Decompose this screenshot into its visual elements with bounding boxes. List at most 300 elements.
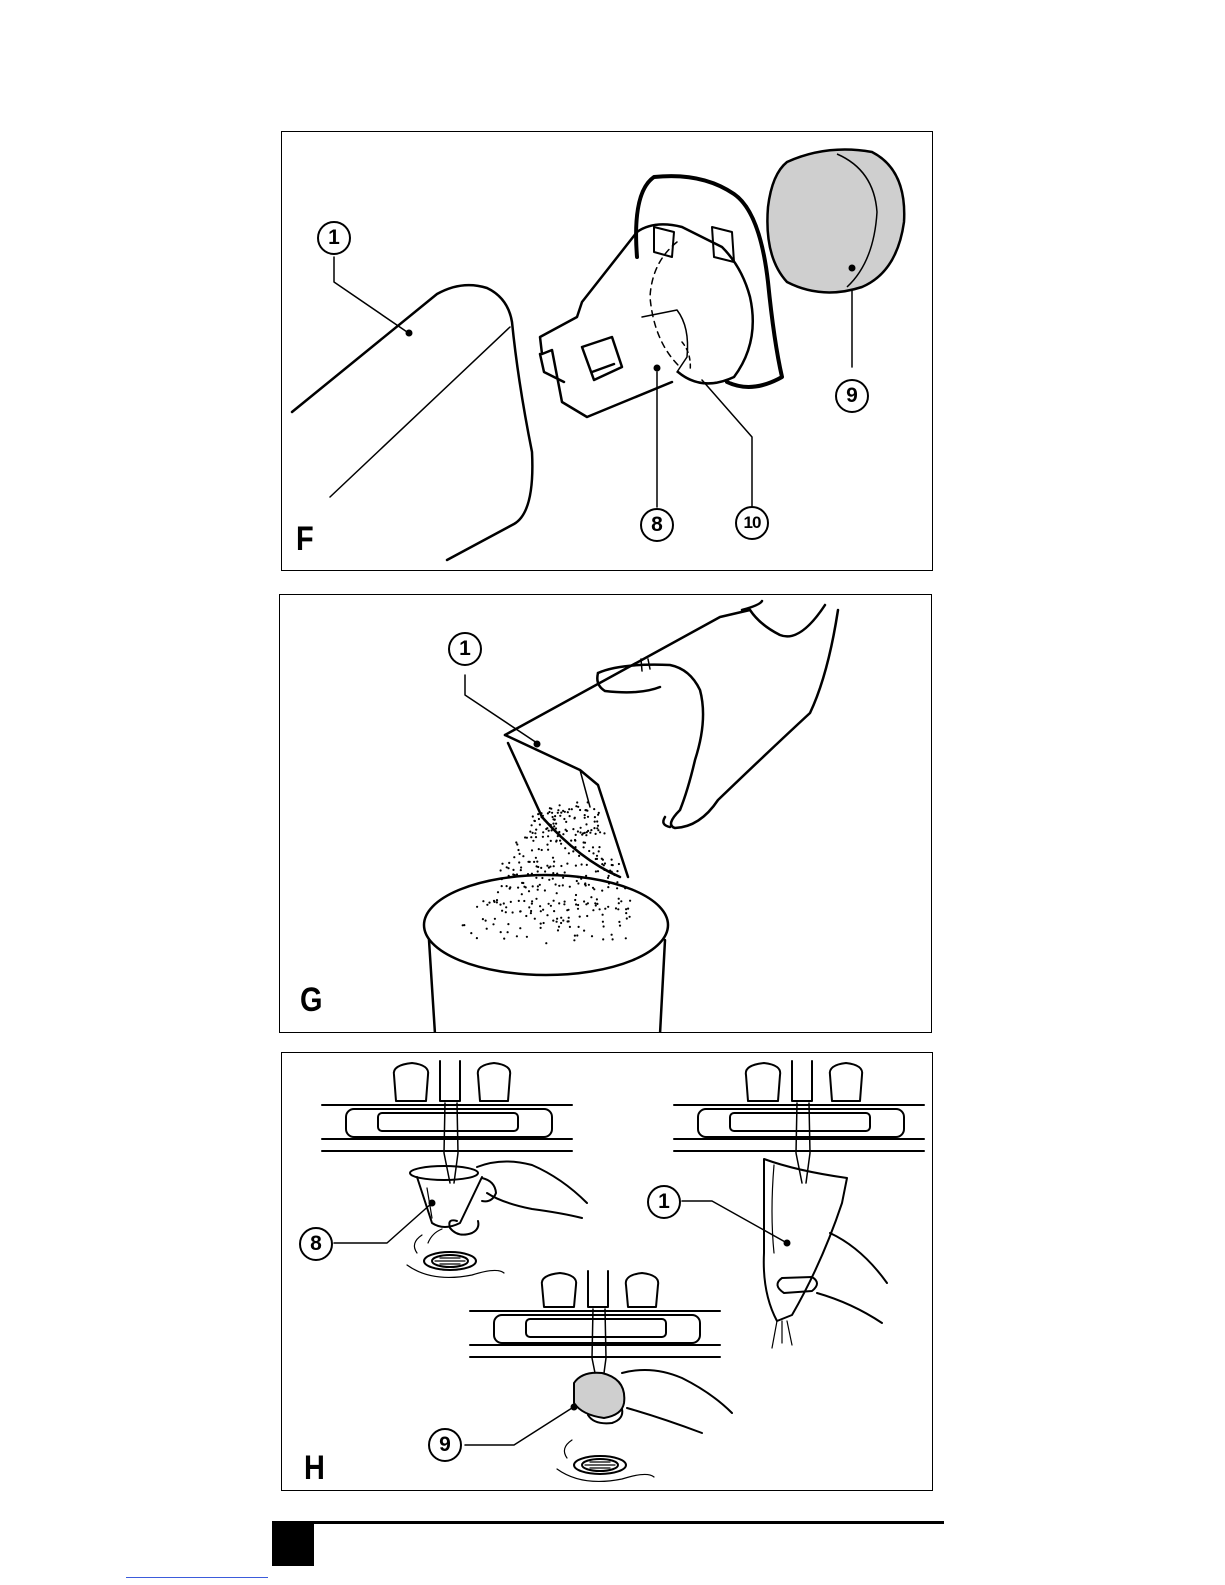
debris-particle (564, 871, 566, 873)
debris-particle (592, 887, 594, 889)
debris-particle (603, 869, 605, 871)
debris-particle (542, 831, 544, 833)
debris-particle (596, 858, 598, 860)
debris-particle (532, 840, 534, 842)
debris-particle (599, 831, 601, 833)
debris-particle (603, 864, 605, 866)
debris-particle (596, 820, 598, 822)
figure-h-illustration (282, 1053, 933, 1491)
debris-particle (505, 906, 507, 908)
debris-particle (553, 910, 555, 912)
debris-particle (590, 896, 592, 898)
debris-particle (593, 827, 595, 829)
debris-particle (540, 910, 542, 912)
debris-particle (596, 855, 598, 857)
debris-particle (578, 855, 580, 857)
debris-particle (542, 909, 544, 911)
debris-particle (577, 876, 579, 878)
debris-particle (518, 861, 520, 863)
debris-particle (552, 878, 554, 880)
debris-particle (592, 909, 594, 911)
debris-particle (618, 902, 620, 904)
debris-particle (516, 873, 518, 875)
debris-particle (611, 859, 613, 861)
debris-particle (496, 899, 498, 901)
solid-square-icon (272, 1524, 314, 1566)
debris-particle (583, 846, 585, 848)
debris-particle (578, 926, 580, 928)
debris-particle (496, 901, 498, 903)
debris-particle (607, 877, 609, 879)
debris-particle (581, 863, 583, 865)
debris-particle (616, 881, 618, 883)
debris-particle (531, 903, 533, 905)
debris-particle (627, 908, 629, 910)
debris-particle (602, 938, 604, 940)
debris-particle (520, 866, 522, 868)
debris-particle (559, 815, 561, 817)
debris-particle (516, 935, 518, 937)
debris-particle (618, 863, 620, 865)
debris-particle (577, 908, 579, 910)
debris-particle (557, 812, 559, 814)
debris-particle (592, 846, 594, 848)
debris-particle (576, 801, 578, 803)
debris-particle (539, 905, 541, 907)
debris-particle (574, 935, 576, 937)
debris-particle (548, 879, 550, 881)
debris-particle (553, 825, 555, 827)
debris-particle (528, 906, 530, 908)
debris-particle (540, 867, 542, 869)
debris-particle (584, 882, 586, 884)
debris-particle (611, 872, 613, 874)
debris-particle (585, 809, 587, 811)
debris-particle (501, 885, 503, 887)
debris-particle (612, 938, 614, 940)
debris-particle (541, 877, 543, 879)
debris-particle (601, 890, 603, 892)
debris-particle (563, 903, 565, 905)
debris-particle (507, 931, 509, 933)
debris-particle (558, 834, 560, 836)
debris-particle (557, 809, 559, 811)
debris-particle (533, 820, 535, 822)
debris-particle (544, 819, 546, 821)
figure-h-callout-8: 8 (299, 1227, 333, 1261)
debris-particle (537, 889, 539, 891)
debris-particle (589, 832, 591, 834)
debris-particle (611, 934, 613, 936)
debris-particle (575, 903, 577, 905)
debris-particle (594, 816, 596, 818)
debris-particle (597, 829, 599, 831)
debris-particle (530, 836, 532, 838)
debris-particle (532, 885, 534, 887)
debris-particle (620, 900, 622, 902)
figure-f-callout-1: 1 (317, 221, 351, 255)
debris-particle (588, 850, 590, 852)
debris-particle (624, 887, 626, 889)
debris-particle (586, 864, 588, 866)
debris-particle (597, 825, 599, 827)
debris-particle (556, 921, 558, 923)
debris-particle (559, 840, 561, 842)
debris-particle (569, 926, 571, 928)
debris-particle (518, 900, 520, 902)
debris-particle (503, 938, 505, 940)
debris-particle (557, 835, 559, 837)
debris-particle (493, 901, 495, 903)
debris-particle (583, 900, 585, 902)
debris-particle (584, 817, 586, 819)
debris-particle (550, 840, 552, 842)
debris-particle (607, 886, 609, 888)
debris-particle (562, 833, 564, 835)
debris-particle (532, 832, 534, 834)
debris-particle (574, 817, 576, 819)
debris-particle (547, 849, 549, 851)
debris-particle (612, 864, 614, 866)
debris-particle (568, 808, 570, 810)
debris-particle (552, 823, 554, 825)
debris-particle (592, 852, 594, 854)
debris-particle (546, 914, 548, 916)
debris-particle (577, 882, 579, 884)
figure-f-callout-9: 9 (835, 379, 869, 413)
debris-particle (625, 912, 627, 914)
debris-particle (596, 903, 598, 905)
debris-particle (519, 853, 521, 855)
debris-particle (562, 884, 564, 886)
debris-particle (613, 874, 615, 876)
debris-particle (501, 910, 503, 912)
debris-particle (594, 902, 596, 904)
figure-f-callout-10: 10 (735, 506, 769, 540)
debris-particle (596, 827, 598, 829)
debris-particle (566, 830, 568, 832)
debris-particle (577, 904, 579, 906)
debris-particle (596, 898, 598, 900)
debris-particle (517, 887, 519, 889)
debris-particle (604, 862, 606, 864)
debris-particle (556, 892, 558, 894)
debris-particle (526, 936, 528, 938)
debris-particle (601, 858, 603, 860)
debris-particle (607, 906, 609, 908)
debris-particle (569, 886, 571, 888)
debris-particle (497, 891, 499, 893)
figure-g-callout-1: 1 (448, 632, 482, 666)
debris-particle (522, 882, 524, 884)
debris-particle (537, 885, 539, 887)
debris-particle (488, 902, 490, 904)
debris-particle (585, 834, 587, 836)
debris-particle (552, 857, 554, 859)
debris-particle (558, 902, 560, 904)
debris-particle (542, 815, 544, 817)
debris-particle (515, 841, 517, 843)
debris-particle (527, 873, 529, 875)
debris-particle (539, 884, 541, 886)
debris-particle (486, 904, 488, 906)
debris-particle (501, 863, 503, 865)
figure-h-panel (281, 1052, 933, 1491)
debris-particle (595, 904, 597, 906)
debris-particle (565, 821, 567, 823)
figure-f-panel (281, 131, 933, 571)
debris-particle (608, 882, 610, 884)
debris-particle (512, 873, 514, 875)
debris-particle (571, 808, 573, 810)
debris-particle (568, 852, 570, 854)
debris-particle (576, 880, 578, 882)
debris-particle (597, 870, 599, 872)
debris-particle (544, 889, 546, 891)
debris-particle (476, 937, 478, 939)
debris-particle (533, 861, 535, 863)
debris-particle (507, 923, 509, 925)
debris-particle (602, 914, 604, 916)
debris-particle (557, 929, 559, 931)
debris-particle (553, 865, 555, 867)
debris-particle (534, 832, 536, 834)
debris-particle (555, 883, 557, 885)
debris-particle (548, 830, 550, 832)
debris-particle (500, 869, 502, 871)
debris-particle (508, 862, 510, 864)
figure-g-panel (279, 594, 932, 1033)
debris-particle (535, 857, 537, 859)
debris-particle (537, 870, 539, 872)
debris-particle (590, 829, 592, 831)
debris-particle (531, 824, 533, 826)
debris-particle (538, 848, 540, 850)
debris-particle (540, 812, 542, 814)
debris-particle (501, 878, 503, 880)
debris-particle (602, 921, 604, 923)
debris-particle (519, 910, 521, 912)
debris-particle (525, 915, 527, 917)
debris-particle (531, 849, 533, 851)
debris-particle (476, 906, 478, 908)
debris-particle (550, 824, 552, 826)
debris-particle (545, 942, 547, 944)
debris-particle (564, 847, 566, 849)
debris-particle (572, 850, 574, 852)
debris-particle (555, 823, 557, 825)
debris-particle (537, 813, 539, 815)
debris-particle (575, 865, 577, 867)
debris-particle (609, 870, 611, 872)
debris-particle (576, 934, 578, 936)
debris-particle (586, 915, 588, 917)
debris-particle (548, 811, 550, 813)
debris-particle (567, 811, 569, 813)
debris-particle (486, 928, 488, 930)
debris-particle (482, 900, 484, 902)
debris-particle (540, 923, 542, 925)
debris-particle (556, 918, 558, 920)
debris-particle (492, 923, 494, 925)
debris-particle (629, 916, 631, 918)
debris-particle (560, 917, 562, 919)
debris-particle (626, 917, 628, 919)
debris-particle (499, 904, 501, 906)
debris-particle (551, 812, 553, 814)
debris-particle (560, 865, 562, 867)
debris-particle (567, 920, 569, 922)
debris-particle (506, 885, 508, 887)
debris-particle (513, 856, 515, 858)
debris-particle (579, 809, 581, 811)
debris-particle (616, 870, 618, 872)
debris-particle (575, 834, 577, 836)
debris-particle (512, 869, 514, 871)
debris-particle (608, 875, 610, 877)
debris-particle (563, 818, 565, 820)
debris-particle (579, 831, 581, 833)
figure-g-letter: G (300, 981, 323, 1019)
debris-particle (587, 801, 589, 803)
debris-particle (625, 908, 627, 910)
debris-particle (555, 827, 557, 829)
debris-particle (566, 909, 568, 911)
debris-particle (564, 901, 566, 903)
debris-particle (508, 875, 510, 877)
debris-particle (541, 849, 543, 851)
debris-particle (510, 901, 512, 903)
debris-particle (558, 885, 560, 887)
debris-particle (523, 886, 525, 888)
debris-particle (470, 932, 472, 934)
debris-particle (574, 840, 576, 842)
debris-particle (560, 922, 562, 924)
figure-g-illustration (280, 595, 932, 1033)
debris-particle (523, 900, 525, 902)
debris-particle (598, 846, 600, 848)
debris-particle (516, 843, 518, 845)
debris-particle (556, 873, 558, 875)
debris-particle (519, 927, 521, 929)
debris-particle (545, 828, 547, 830)
debris-particle (616, 887, 618, 889)
figure-f-illustration (282, 132, 933, 571)
debris-particle (542, 836, 544, 838)
debris-particle (585, 823, 587, 825)
debris-particle (625, 937, 627, 939)
debris-particle (566, 863, 568, 865)
debris-particle (528, 890, 530, 892)
link-underline[interactable] (126, 1577, 268, 1578)
debris-particle (593, 808, 595, 810)
debris-particle (562, 874, 564, 876)
debris-particle (615, 907, 617, 909)
debris-particle (550, 905, 552, 907)
debris-particle (587, 902, 589, 904)
debris-particle (555, 840, 557, 842)
debris-particle (569, 815, 571, 817)
debris-particle (585, 875, 587, 877)
debris-particle (584, 814, 586, 816)
debris-particle (512, 911, 514, 913)
debris-particle (619, 925, 621, 927)
debris-particle (546, 844, 548, 846)
debris-particle (595, 870, 597, 872)
debris-particle (547, 835, 549, 837)
debris-particle (521, 893, 523, 895)
debris-particle (598, 812, 600, 814)
debris-particle (538, 818, 540, 820)
debris-particle (570, 840, 572, 842)
debris-particle (536, 865, 538, 867)
debris-particle (529, 861, 531, 863)
debris-particle (618, 921, 620, 923)
figure-f-callout-8: 8 (640, 508, 674, 542)
debris-particle (604, 908, 606, 910)
debris-particle (603, 925, 605, 927)
debris-particle (530, 910, 532, 912)
debris-particle (618, 898, 620, 900)
debris-particle (517, 849, 519, 851)
debris-particle (594, 821, 596, 823)
figure-f-letter: F (296, 520, 314, 558)
debris-particle (530, 912, 532, 914)
debris-particle (587, 816, 589, 818)
debris-particle (558, 926, 560, 928)
debris-particle (617, 908, 619, 910)
debris-particle (574, 899, 576, 901)
debris-particle (553, 900, 555, 902)
debris-particle (591, 935, 593, 937)
debris-particle (558, 831, 560, 833)
debris-particle (539, 824, 541, 826)
debris-particle (535, 877, 537, 879)
debris-particle (520, 869, 522, 871)
debris-particle (560, 812, 562, 814)
debris-particle (535, 898, 537, 900)
figure-h-letter: H (304, 1449, 325, 1487)
debris-particle (583, 841, 585, 843)
debris-particle (595, 833, 597, 835)
debris-particle (536, 861, 538, 863)
debris-particle (599, 908, 601, 910)
debris-particle (577, 806, 579, 808)
debris-particle (579, 916, 581, 918)
debris-particle (562, 919, 564, 921)
debris-particle (588, 884, 590, 886)
debris-particle (535, 836, 537, 838)
figure-h-callout-9: 9 (428, 1428, 462, 1462)
debris-particle (500, 931, 502, 933)
debris-particle (534, 918, 536, 920)
debris-particle (584, 832, 586, 834)
debris-particle (543, 922, 545, 924)
debris-particle (629, 900, 631, 902)
debris-particle (546, 865, 548, 867)
debris-particle (548, 903, 550, 905)
debris-particle (531, 873, 533, 875)
footer-rule (272, 1521, 944, 1524)
debris-particle (564, 811, 566, 813)
debris-particle (552, 816, 554, 818)
figure-h-callout-1: 1 (647, 1185, 681, 1219)
debris-particle (577, 830, 579, 832)
debris-particle (482, 918, 484, 920)
debris-particle (572, 828, 574, 830)
debris-particle (574, 846, 576, 848)
debris-particle (503, 902, 505, 904)
